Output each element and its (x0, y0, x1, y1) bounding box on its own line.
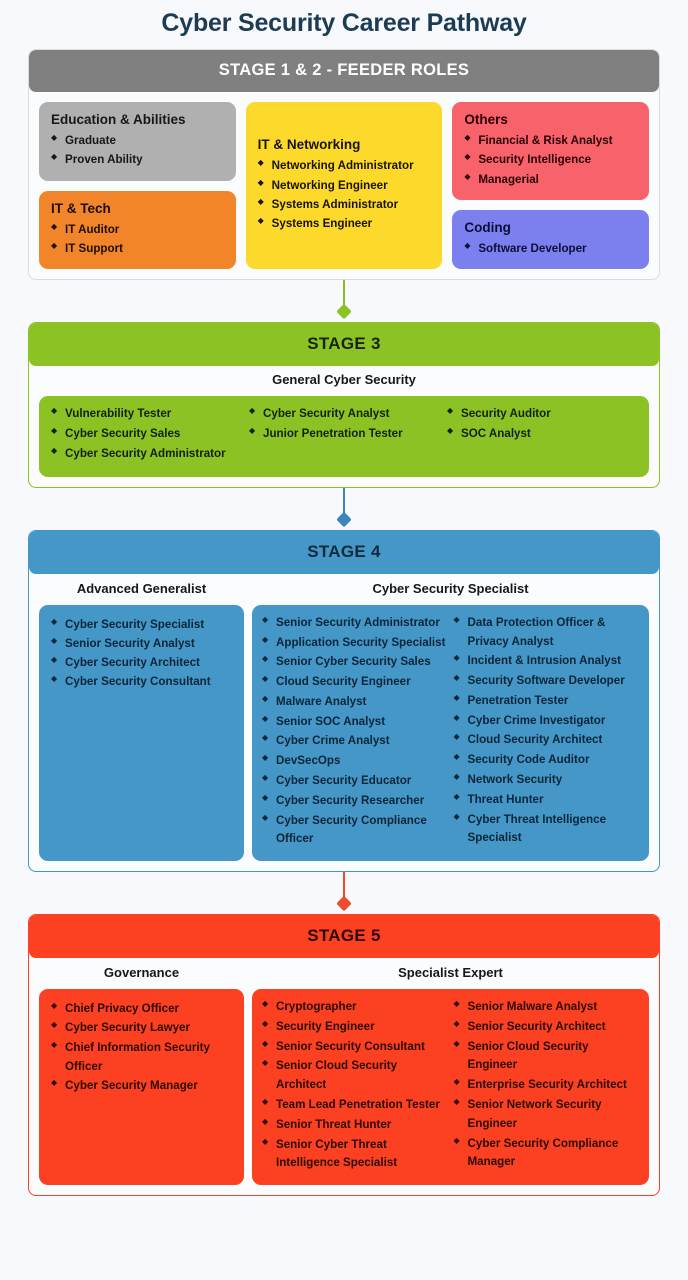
list-item: ◆ Software Developer (464, 239, 637, 258)
list-item: ◆ Senior Cloud Security Architect (262, 1057, 448, 1095)
card-advanced-generalist[interactable] (39, 605, 244, 861)
list-item: ◆ Cyber Security Architect (51, 653, 232, 672)
list-item: ◆ SOC Analyst (447, 425, 637, 444)
page-title: Cyber Security Career Pathway (161, 9, 527, 37)
connector-diamond-icon (336, 304, 352, 320)
list-item: ◆ Network Security (454, 771, 640, 790)
role-list (51, 220, 224, 258)
stage-5-right-label: Specialist Expert (398, 965, 503, 981)
list-item: ◆ Cyber Security Educator (262, 772, 448, 791)
role-list (258, 156, 431, 233)
list-item: ◆ Senior Security Analyst (51, 634, 232, 653)
card-cyber-security-specialist[interactable] (252, 605, 649, 861)
connector-stage1-to-stage3 (28, 280, 660, 322)
card-general-cyber-security[interactable] (39, 396, 649, 476)
list-item: ◆ Senior SOC Analyst (262, 713, 448, 732)
card-it-tech[interactable] (39, 191, 236, 270)
role-list-column-2 (454, 998, 640, 1174)
role-list-column-3 (447, 405, 637, 464)
role-list-column-1 (51, 405, 241, 464)
list-item: ◆ Junior Penetration Tester (249, 425, 439, 444)
list-item: ◆ Threat Hunter (454, 791, 640, 810)
list-item: ◆ Cyber Threat Intelligence Specialist (454, 811, 640, 849)
stage-3-section-label: General Cyber Security (272, 372, 416, 388)
list-item: ◆ Networking Administrator (258, 156, 431, 175)
stage-4-column-labels (29, 574, 659, 605)
list-item: ◆ Cyber Security Researcher (262, 792, 448, 811)
list-item: ◆ Senior Cyber Threat Intelligence Specialist (262, 1136, 448, 1174)
stage-1-2-grid (29, 92, 659, 279)
list-item: ◆ DevSecOps (262, 752, 448, 771)
role-list (51, 615, 232, 692)
list-item: ◆ Penetration Tester (454, 692, 640, 711)
stage-3-header: STAGE 3 (29, 323, 659, 366)
list-item: ◆ Cyber Security Administrator (51, 445, 241, 464)
card-title: Education & Abilities (51, 112, 186, 127)
list-item: ◆ Senior Security Architect (454, 1018, 640, 1037)
stage-4-left-label: Advanced Generalist (76, 580, 207, 596)
card-others[interactable] (452, 102, 649, 200)
list-item: ◆ Data Protection Officer & Privacy Analyst (454, 614, 640, 652)
list-item: ◆ Cyber Security Consultant (51, 672, 232, 691)
stage-4-header: STAGE 4 (29, 531, 659, 574)
stage-1-2-column-left (39, 102, 236, 269)
card-it-networking[interactable] (246, 102, 443, 269)
list-item: ◆ Cyber Crime Investigator (454, 712, 640, 731)
card-specialist-expert[interactable] (252, 989, 649, 1185)
stage-1-2-column-right (452, 102, 649, 269)
role-list (51, 131, 224, 169)
list-item: ◆ Networking Engineer (258, 176, 431, 195)
list-item: ◆ IT Auditor (51, 220, 224, 239)
list-item: ◆ Security Engineer (262, 1018, 448, 1037)
role-list-column-1 (262, 998, 448, 1174)
stage-5-header: STAGE 5 (29, 915, 659, 958)
connector-diamond-icon (336, 511, 352, 527)
role-list (464, 131, 637, 189)
card-coding[interactable] (452, 210, 649, 269)
list-item: ◆ Financial & Risk Analyst (464, 131, 637, 150)
list-item: ◆ Senior Security Administrator (262, 614, 448, 633)
list-item: ◆ Application Security Specialist (262, 634, 448, 653)
list-item: ◆ Chief Information Security Officer (51, 1038, 232, 1076)
connector-stage3-to-stage4 (28, 488, 660, 530)
list-item: ◆ Managerial (464, 170, 637, 189)
list-item: ◆ Incident & Intrusion Analyst (454, 652, 640, 671)
stage-1-2-header: STAGE 1 & 2 - FEEDER ROLES (29, 50, 659, 92)
card-education-abilities[interactable] (39, 102, 236, 181)
role-list-column-1 (262, 614, 448, 850)
list-item: ◆ Team Lead Penetration Tester (262, 1096, 448, 1115)
connector-diamond-icon (336, 896, 352, 912)
list-item: ◆ Cloud Security Architect (454, 731, 640, 750)
role-list-column-2 (249, 405, 439, 464)
stage-3-body (29, 396, 659, 486)
card-title: Coding (464, 219, 511, 235)
stage-1-2-section (28, 49, 660, 280)
stage-5-body (29, 989, 659, 1195)
list-item: ◆ Cloud Security Engineer (262, 673, 448, 692)
list-item: ◆ Proven Ability (51, 150, 224, 169)
list-item: ◆ Cyber Security Manager (51, 1076, 232, 1095)
list-item: ◆ Systems Administrator (258, 195, 431, 214)
list-item: ◆ Cyber Security Lawyer (51, 1018, 232, 1037)
card-title: IT & Tech (51, 200, 111, 216)
list-item: ◆ Senior Threat Hunter (262, 1116, 448, 1135)
list-item: ◆ Malware Analyst (262, 693, 448, 712)
stage-4-section (28, 530, 660, 872)
role-list (464, 239, 637, 258)
list-item: ◆ Security Auditor (447, 405, 637, 424)
role-list (51, 999, 232, 1095)
list-item: ◆ Cyber Security Compliance Officer (262, 812, 448, 850)
list-item: ◆ Cyber Security Analyst (249, 405, 439, 424)
card-title: IT & Networking (257, 137, 361, 153)
list-item: ◆ Security Intelligence (464, 150, 637, 169)
list-item: ◆ Senior Security Consultant (262, 1038, 448, 1057)
stage-4-right-label: Cyber Security Specialist (372, 580, 529, 596)
list-item: ◆ Security Code Auditor (454, 751, 640, 770)
stage-5-section (28, 914, 660, 1196)
list-item: ◆ Chief Privacy Officer (51, 999, 232, 1018)
list-item: ◆ Cyber Security Sales (51, 425, 241, 444)
list-item: ◆ Senior Malware Analyst (454, 998, 640, 1017)
list-item: ◆ Vulnerability Tester (51, 405, 241, 424)
list-item: ◆ Senior Cloud Security Engineer (454, 1038, 640, 1076)
list-item: ◆ Senior Cyber Security Sales (262, 653, 448, 672)
list-item: ◆ Senior Network Security Engineer (454, 1096, 640, 1134)
list-item: ◆ Security Software Developer (454, 672, 640, 691)
list-item: ◆ Graduate (51, 131, 224, 150)
list-item: ◆ IT Support (51, 239, 224, 258)
stage-5-left-label: Governance (103, 965, 180, 981)
list-item: ◆ Systems Engineer (258, 214, 431, 233)
connector-stage4-to-stage5 (28, 872, 660, 914)
list-item: ◆ Cyber Security Compliance Manager (454, 1135, 640, 1173)
list-item: ◆ Cryptographer (262, 998, 448, 1017)
stage-4-body (29, 605, 659, 871)
stage-5-column-labels (29, 958, 659, 989)
stage-1-2-column-middle (246, 102, 443, 269)
stage-3-section (28, 322, 660, 487)
card-governance[interactable] (39, 989, 244, 1185)
card-title: Others (464, 112, 508, 127)
role-list-column-2 (454, 614, 640, 850)
list-item: ◆ Enterprise Security Architect (454, 1076, 640, 1095)
list-item: ◆ Cyber Security Specialist (51, 615, 232, 634)
list-item: ◆ Cyber Crime Analyst (262, 732, 448, 751)
